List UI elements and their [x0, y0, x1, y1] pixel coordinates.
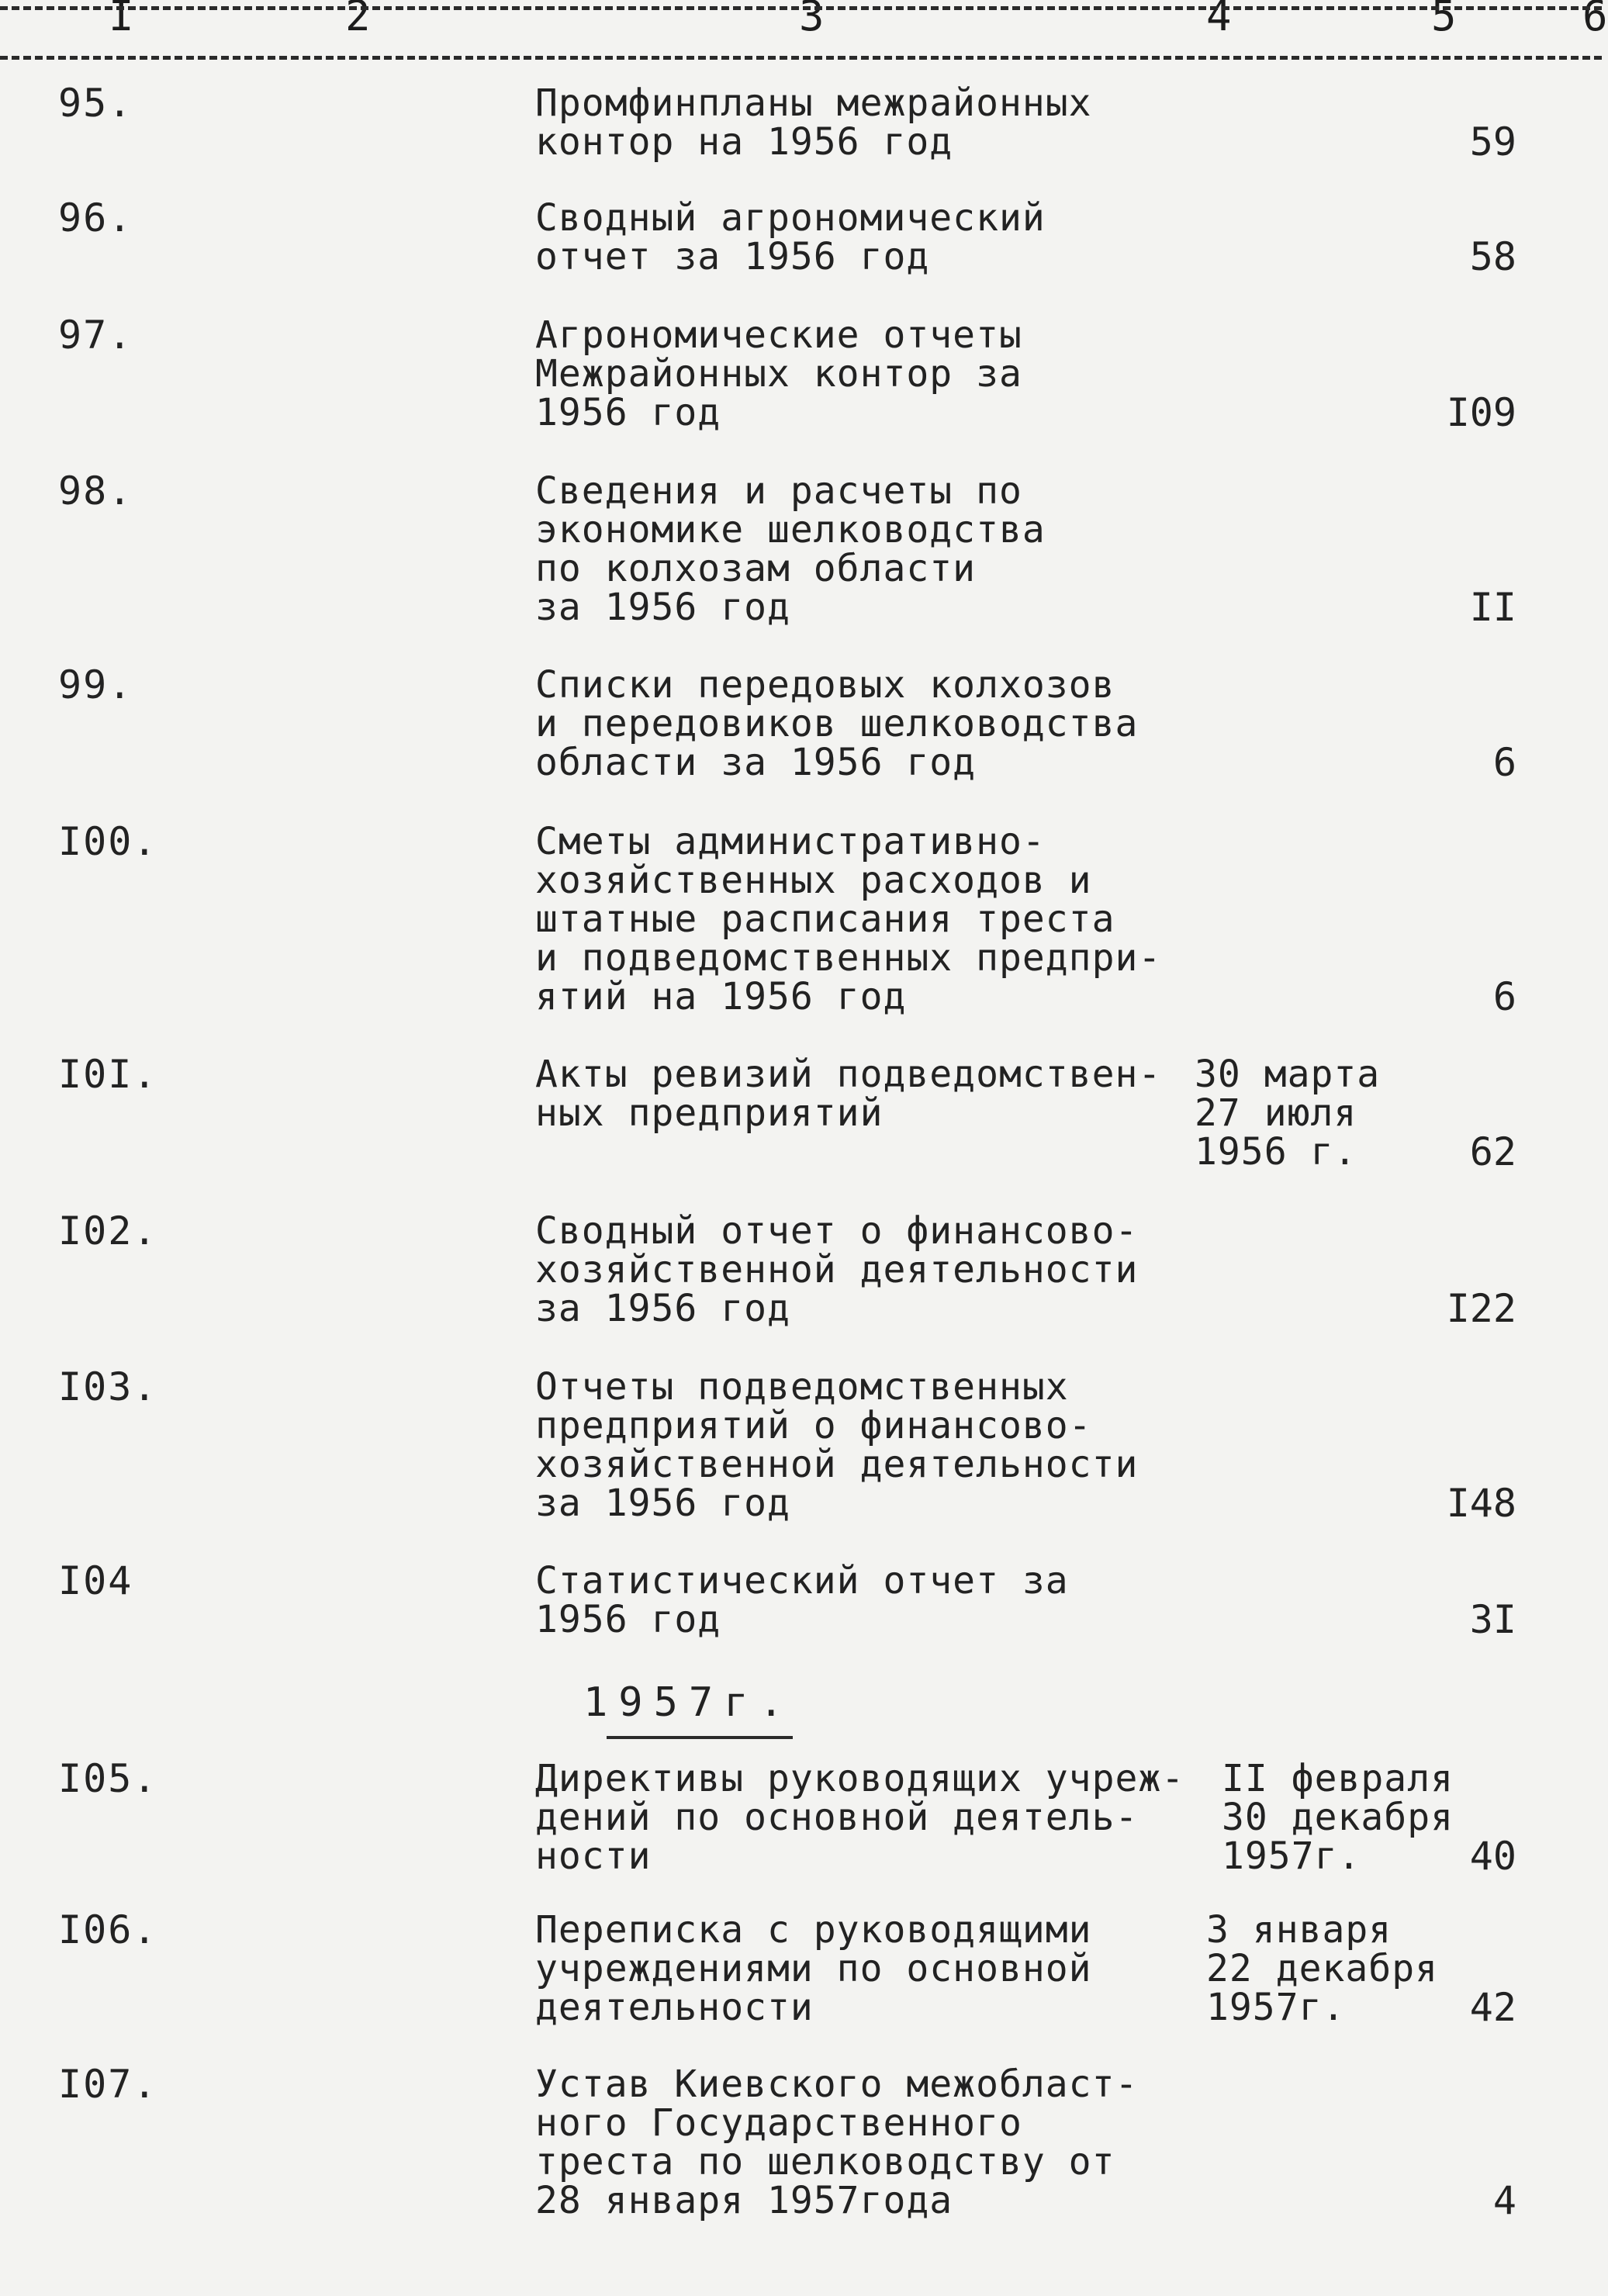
title-line: Директивы руководящих учреж-	[535, 1757, 1185, 1800]
date-line: 22 декабря	[1206, 1947, 1438, 1990]
title-line: Статистический отчет за	[535, 1559, 1069, 1603]
entry-title	[535, 196, 1046, 278]
entry-sheet-count: 40	[1469, 1834, 1516, 1879]
title-line: 1956 год	[535, 1598, 721, 1641]
title-line: Устав Киевского межобласт-	[535, 2063, 1139, 2106]
date-line: 1956 г.	[1195, 1130, 1357, 1174]
entry-title	[535, 1910, 1092, 2027]
title-line: предприятий о финансово-	[535, 1404, 1092, 1447]
title-line: учреждениями по основной	[535, 1947, 1092, 1990]
title-line: ности	[535, 1834, 652, 1878]
header-rule-bottom	[0, 56, 1602, 60]
title-line: Отчеты подведомственных	[535, 1365, 1069, 1409]
title-line: Переписка с руководящими	[535, 1908, 1092, 1952]
header-rule-top	[0, 6, 1602, 10]
title-line: области за 1956 год	[535, 741, 977, 784]
entry-sheet-count: 42	[1469, 1985, 1516, 2030]
column-number-4: 4	[1206, 0, 1232, 40]
entry-number: 99.	[58, 662, 133, 707]
title-line: 1956 год	[535, 391, 721, 434]
column-number-5: 5	[1431, 0, 1457, 40]
date-line: 27 июля	[1195, 1091, 1357, 1135]
entry-dates	[1222, 1759, 1454, 1876]
entry-number: I0I.	[58, 1052, 158, 1097]
title-line: Списки передовых колхозов	[535, 663, 1115, 707]
column-number-3: 3	[799, 0, 825, 40]
date-line: II февраля	[1222, 1757, 1454, 1800]
entry-sheet-count: 59	[1469, 119, 1516, 164]
title-line: хозяйственной деятельности	[535, 1443, 1139, 1486]
title-line: Акты ревизий подведомствен-	[535, 1053, 1162, 1096]
title-line: и передовиков шелководства	[535, 702, 1139, 745]
entry-sheet-count: 3I	[1469, 1597, 1516, 1642]
title-line: деятельности	[535, 1986, 814, 2029]
column-number-6: 6	[1582, 0, 1608, 40]
entry-number: I06.	[58, 1907, 158, 1952]
column-number-2: 2	[345, 0, 371, 40]
title-line: 28 января 1957года	[535, 2179, 953, 2222]
column-number-1: I	[109, 0, 134, 40]
entry-sheet-count: 6	[1492, 740, 1516, 785]
title-line: Агрономические отчеты	[535, 313, 1022, 357]
title-line: хозяйственной деятельности	[535, 1248, 1139, 1292]
title-line: за 1956 год	[535, 1482, 790, 1525]
title-line: штатные расписания треста	[535, 897, 1115, 941]
entry-title	[535, 1561, 1069, 1639]
title-line: ятий на 1956 год	[535, 975, 907, 1018]
date-line: 1957г.	[1206, 1986, 1346, 2029]
entry-title	[535, 313, 1022, 434]
title-line: и подведомственных предпри-	[535, 936, 1162, 980]
title-line: за 1956 год	[535, 586, 790, 629]
title-line: дений по основной деятель-	[535, 1796, 1139, 1839]
title-line: контор на 1956 год	[535, 120, 953, 164]
entry-sheet-count: II	[1469, 585, 1516, 630]
entry-number: I03.	[58, 1364, 158, 1409]
entry-number: I00.	[58, 819, 158, 864]
entry-sheet-count: 4	[1492, 2178, 1516, 2223]
year-section-heading: 1957г.	[583, 1679, 794, 1726]
entry-title	[535, 1759, 1184, 1876]
entry-title	[535, 1365, 1139, 1525]
entry-sheet-count: I22	[1446, 1286, 1516, 1331]
title-line: Промфинпланы межрайонных	[535, 81, 1092, 125]
entry-title	[535, 469, 1046, 629]
entry-number: I04	[58, 1558, 133, 1603]
entry-title	[535, 81, 1092, 164]
entry-title	[535, 822, 1161, 1016]
date-line: 3 января	[1206, 1908, 1392, 1952]
title-line: ного Государственного	[535, 2101, 1022, 2145]
entry-sheet-count: I09	[1446, 390, 1516, 435]
entry-number: I05.	[58, 1756, 158, 1801]
title-line: треста по шелководству от	[535, 2140, 1115, 2184]
title-line: ных предприятий	[535, 1091, 884, 1135]
entry-number: I02.	[58, 1209, 158, 1253]
entry-sheet-count: I48	[1446, 1481, 1516, 1526]
entry-sheet-count: 58	[1469, 234, 1516, 279]
entry-number: I07.	[58, 2062, 158, 2107]
title-line: Сводный агрономический	[535, 196, 1046, 240]
year-heading-underline	[607, 1736, 793, 1739]
title-line: за 1956 год	[535, 1287, 790, 1330]
entry-sheet-count: 62	[1469, 1129, 1516, 1174]
title-line: хозяйственных расходов и	[535, 859, 1092, 902]
entry-number: 96.	[58, 195, 133, 240]
title-line: по колхозам области	[535, 547, 977, 590]
entry-title	[535, 1209, 1139, 1330]
title-line: экономике шелководства	[535, 508, 1046, 552]
title-line: Сведения и расчеты по	[535, 469, 1022, 513]
entry-sheet-count: 6	[1492, 974, 1516, 1019]
title-line: Межрайонных контор за	[535, 352, 1022, 396]
entry-title	[535, 1053, 1162, 1135]
date-line: 30 декабря	[1222, 1796, 1454, 1839]
entry-dates	[1206, 1910, 1438, 2027]
title-line: Сметы административно-	[535, 820, 1046, 863]
title-line: отчет за 1956 год	[535, 235, 930, 278]
title-line: Сводный отчет о финансово-	[535, 1209, 1139, 1253]
entry-number: 97.	[58, 313, 133, 358]
entry-title	[535, 2065, 1138, 2220]
date-line: 30 марта	[1195, 1053, 1381, 1096]
entry-title	[535, 663, 1139, 784]
entry-dates	[1195, 1053, 1381, 1174]
entry-number: 95.	[58, 81, 133, 126]
entry-number: 98.	[58, 469, 133, 513]
date-line: 1957г.	[1222, 1834, 1361, 1878]
